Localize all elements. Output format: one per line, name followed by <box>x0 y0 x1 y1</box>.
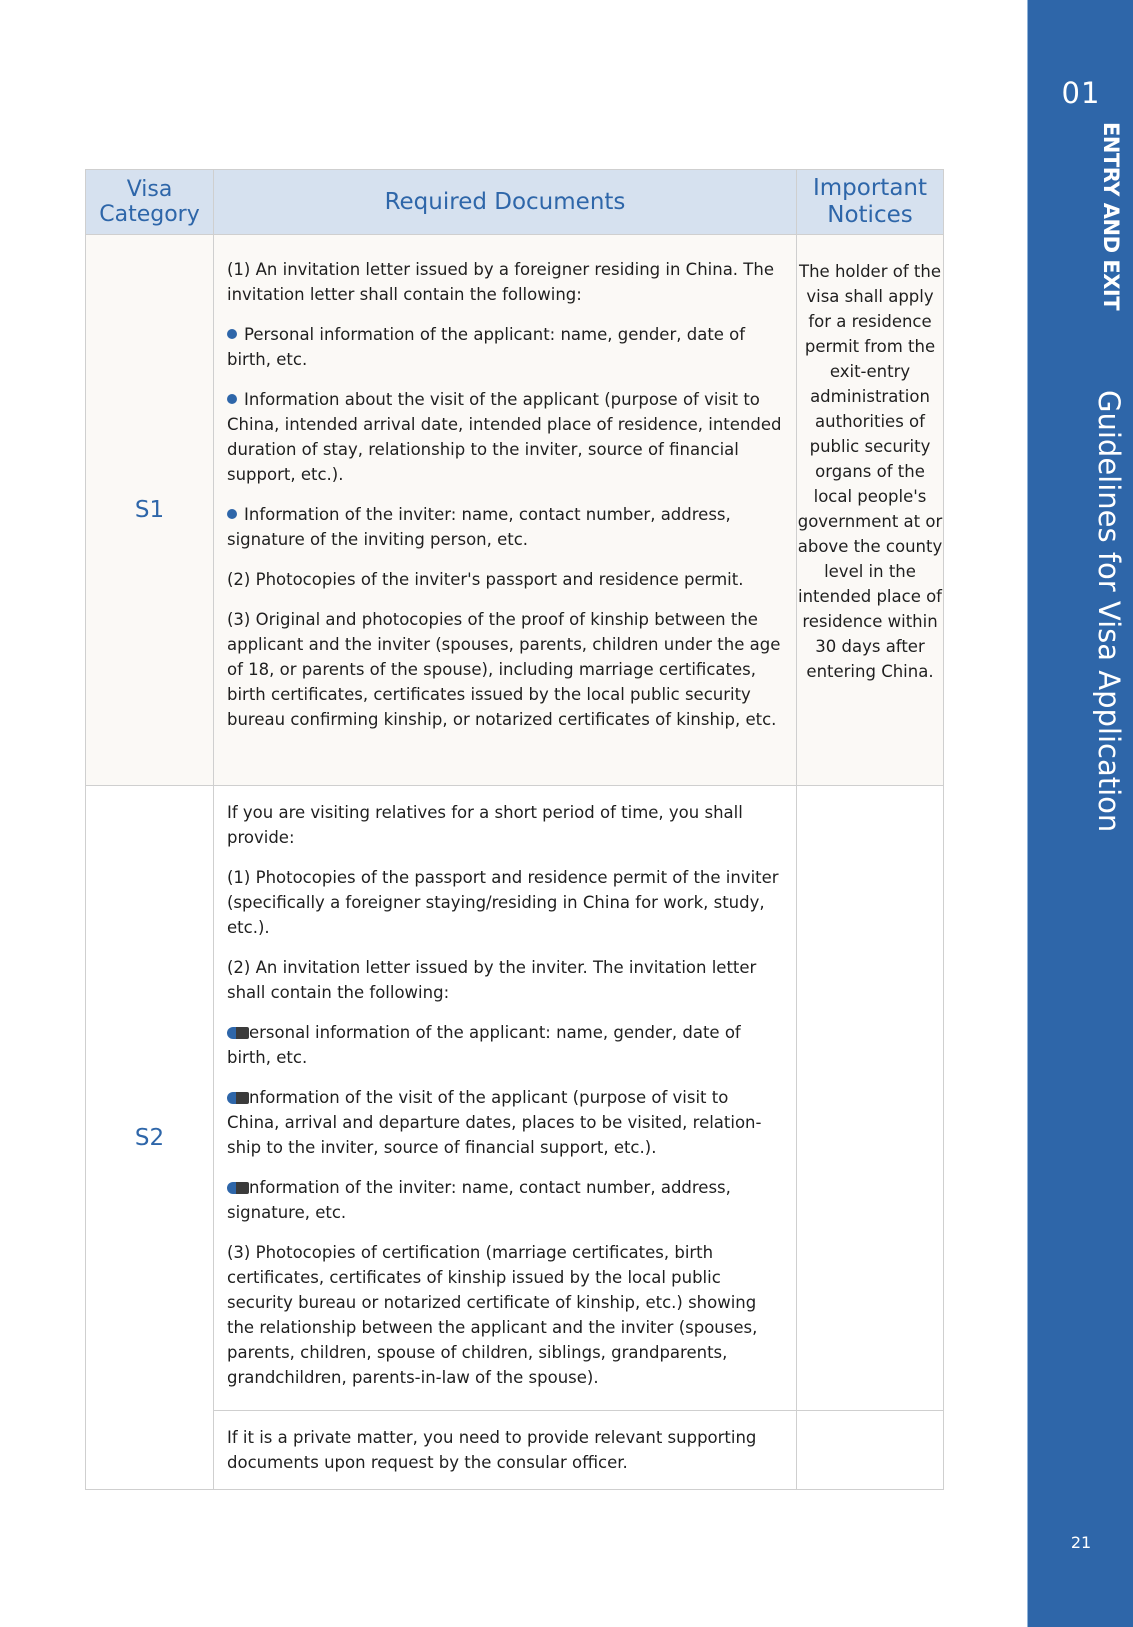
important-notice-cell <box>797 786 944 1411</box>
document-bullet-item: Information about the visit of the applicant (purpose of visit to China, intended arrival date, intended place of residence, intended duration of stay, relationship to the inviter, source of financial support, etc.). <box>227 390 782 484</box>
required-documents-cell <box>214 1411 797 1490</box>
document-item: (1) An invitation letter issued by a foreigner residing in China. The invitation letter shall contain the following: <box>227 260 774 304</box>
document-bullet-item: nformation of the inviter: name, contact number, address, signature, etc. <box>227 1178 731 1222</box>
required-documents-cell <box>214 786 797 1411</box>
table-row-s2-private <box>86 1411 944 1490</box>
document-item: If it is a private matter, you need to provide relevant supporting documents upon request by the consular officer. <box>227 1428 757 1472</box>
visa-requirements-table <box>85 169 944 1490</box>
required-documents-cell <box>214 235 797 786</box>
table-header-row <box>86 170 944 235</box>
document-bullet-item: nformation of the visit of the applicant (purpose of visit to China, arrival and departure dates, places to be visited, relation-ship to the inviter, source of financial support, etc.). <box>227 1088 762 1157</box>
document-item: (3) Photocopies of certification (marriage certificates, birth certificates, certificates of kinship issued by the local public security bureau or notarized certificate of kinship, etc.) showing the relationship between the applicant and the inviter (spouses, parents, children, spouse of children, siblings, grandparents, grandchildren, parents-in-law of the spouse). <box>227 1243 758 1387</box>
bullet-dot-icon <box>227 1027 249 1039</box>
document-item: (2) An invitation letter issued by the inviter. The invitation letter shall contain the following: <box>227 958 757 1002</box>
page-number: 21 <box>1070 1533 1092 1552</box>
header-required-documents: Required Documents <box>214 170 797 235</box>
table-row-s1 <box>86 235 944 786</box>
bullet-dot-icon <box>227 1182 249 1194</box>
bullet-dot-icon <box>227 509 237 519</box>
document-item: If you are visiting relatives for a short period of time, you shall provide: <box>227 803 743 847</box>
visa-category-cell: S2 <box>86 786 214 1490</box>
important-notice-cell <box>797 1411 944 1490</box>
document-item: (1) Photocopies of the passport and residence permit of the inviter (specifically a foreigner staying/residing in China for work, study, etc.). <box>227 868 779 937</box>
document-item: (3) Original and photocopies of the proof of kinship between the applicant and the inviter (spouses, parents, children under the age of 18, or parents of the spouse), including marriage certificates, birth certificates, certificates issued by the local public security bureau confirming kinship, or notarized certificates of kinship, etc. <box>227 610 781 729</box>
header-important-notices: Important Notices <box>797 170 944 235</box>
document-bullet-item: ersonal information of the applicant: name, gender, date of birth, etc. <box>227 1023 741 1067</box>
bullet-dot-icon <box>227 394 237 404</box>
section-title: ENTRY AND EXIT <box>1099 122 1123 311</box>
document-bullet-item: Information of the inviter: name, contact number, address, signature of the inviting person, etc. <box>227 505 731 549</box>
header-visa-category: Visa Category <box>86 170 214 235</box>
table-row-s2 <box>86 786 944 1411</box>
section-number: 01 <box>1061 76 1101 110</box>
page-title: Guidelines for Visa Application <box>1092 390 1126 833</box>
bullet-dot-icon <box>227 329 237 339</box>
bullet-dot-icon <box>227 1092 249 1104</box>
chapter-sidebar <box>1027 0 1133 1627</box>
visa-category-cell: S1 <box>86 235 214 786</box>
important-notice-cell: The holder of the visa shall apply for a residence permit from the exit-entry administration authorities of public security organs of the local people's government at or above the county level in the intended place of residence within 30 days after entering China. <box>797 235 944 786</box>
document-item: (2) Photocopies of the inviter's passport and residence permit. <box>227 570 744 589</box>
document-bullet-item: Personal information of the applicant: name, gender, date of birth, etc. <box>227 325 746 369</box>
